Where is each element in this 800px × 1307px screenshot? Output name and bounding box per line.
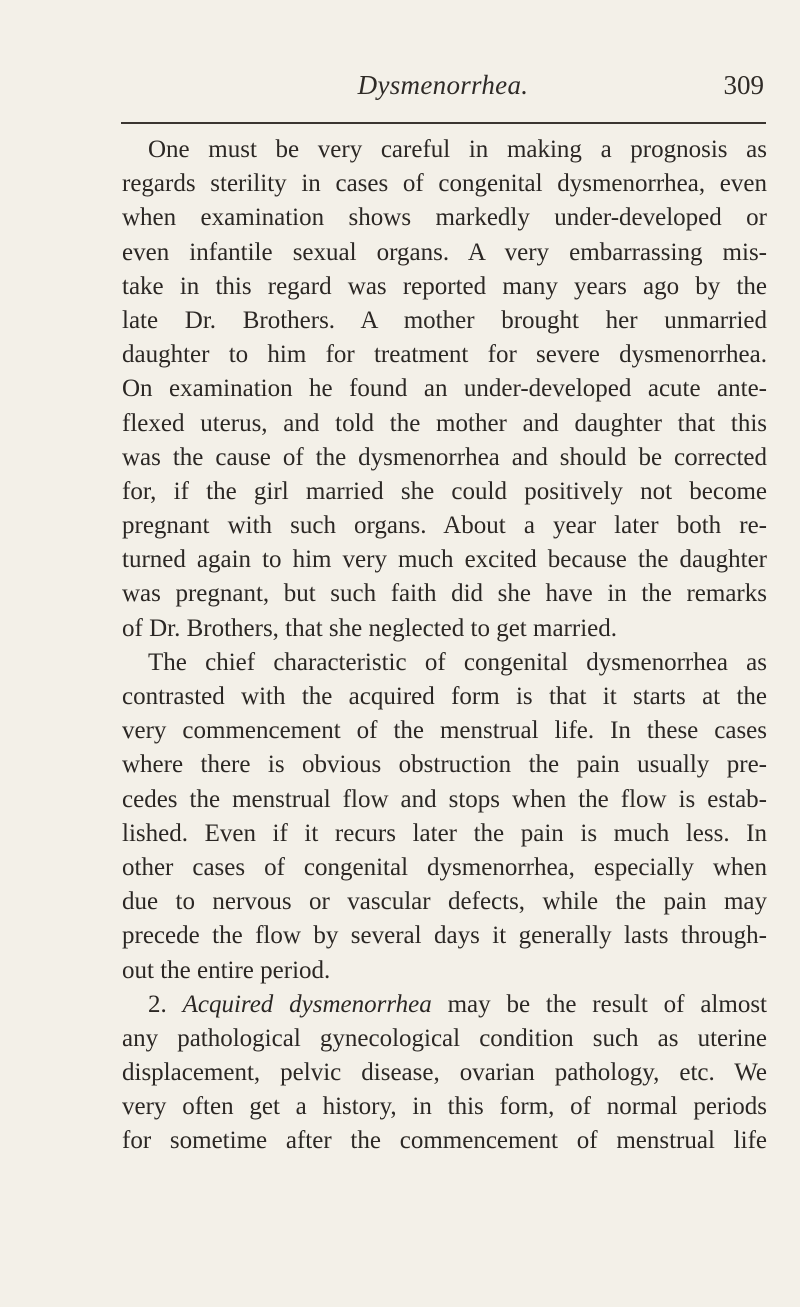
- text-line: of Dr. Brothers, that she neglected to get married.: [122, 614, 617, 642]
- text-line: The chief characteristic of congenital dysmenorrhea as: [148, 648, 767, 676]
- page-number: 309: [723, 70, 764, 100]
- text-line: very commencement of the menstrual life. In these cases: [122, 717, 767, 745]
- paragraph-acquired: [122, 988, 767, 1159]
- text-line: out the entire period.: [122, 956, 331, 984]
- paragraph-prognosis: [122, 133, 767, 646]
- page-header: [122, 70, 764, 110]
- text-fragment: may be the result of almost: [447, 990, 767, 1018]
- text-line: On examination he found an under-developed acute ante-: [122, 375, 767, 403]
- text-line: other cases of congenital dysmenorrhea, especially when: [122, 853, 767, 881]
- text-line: [122, 988, 767, 1022]
- paragraph-characteristic: [122, 646, 767, 988]
- text-line: regards sterility in cases of congenital dysmenorrhea, even: [122, 170, 767, 198]
- acquired-dysmenorrhea-term: Acquired dysmenorrhea: [182, 990, 432, 1018]
- text-line: where there is obvious obstruction the pain usually pre-: [122, 751, 767, 779]
- text-line: any pathological gynecological condition such as uterine: [122, 1024, 767, 1052]
- text-line: when examination shows markedly under-developed or: [122, 204, 767, 232]
- text-line: take in this regard was reported many years ago by the: [122, 272, 767, 300]
- text-line: for, if the girl married she could positively not become: [122, 477, 767, 505]
- text-line: turned again to him very much excited because the daughter: [122, 546, 767, 574]
- text-line: precede the flow by several days it generally lasts through-: [122, 922, 767, 950]
- text-line: cedes the menstrual flow and stops when the flow is estab-: [122, 785, 767, 813]
- text-line: for sometime after the commencement of menstrual life: [122, 1127, 767, 1155]
- text-line: due to nervous or vascular defects, while the pain may: [122, 888, 767, 916]
- text-line: was the cause of the dysmenorrhea and should be corrected: [122, 443, 767, 471]
- text-line: displacement, pelvic disease, ovarian pathology, etc. We: [122, 1059, 767, 1087]
- body-text: [122, 133, 767, 1159]
- text-line: contrasted with the acquired form is that it starts at the: [122, 683, 767, 710]
- running-head: Dysmenorrhea.: [357, 70, 529, 100]
- text-line: daughter to him for treatment for severe dysmenorrhea.: [122, 341, 767, 369]
- text-line: very often get a history, in this form, of normal periods: [122, 1093, 767, 1121]
- text-line: even infantile sexual organs. A very embarrassing mis-: [122, 238, 767, 266]
- text-line: flexed uterus, and told the mother and daughter that this: [122, 409, 767, 437]
- text-line: late Dr. Brothers. A mother brought her unmarried: [122, 306, 767, 334]
- text-line: was pregnant, but such faith did she have in the remarks: [122, 580, 767, 608]
- text-line: One must be very careful in making a prognosis as: [148, 136, 767, 163]
- section-number: 2.: [148, 990, 167, 1018]
- text-line: lished. Even if it recurs later the pain is much less. In: [122, 819, 767, 847]
- header-rule: [121, 122, 766, 124]
- text-line: pregnant with such organs. About a year later both re-: [122, 512, 767, 540]
